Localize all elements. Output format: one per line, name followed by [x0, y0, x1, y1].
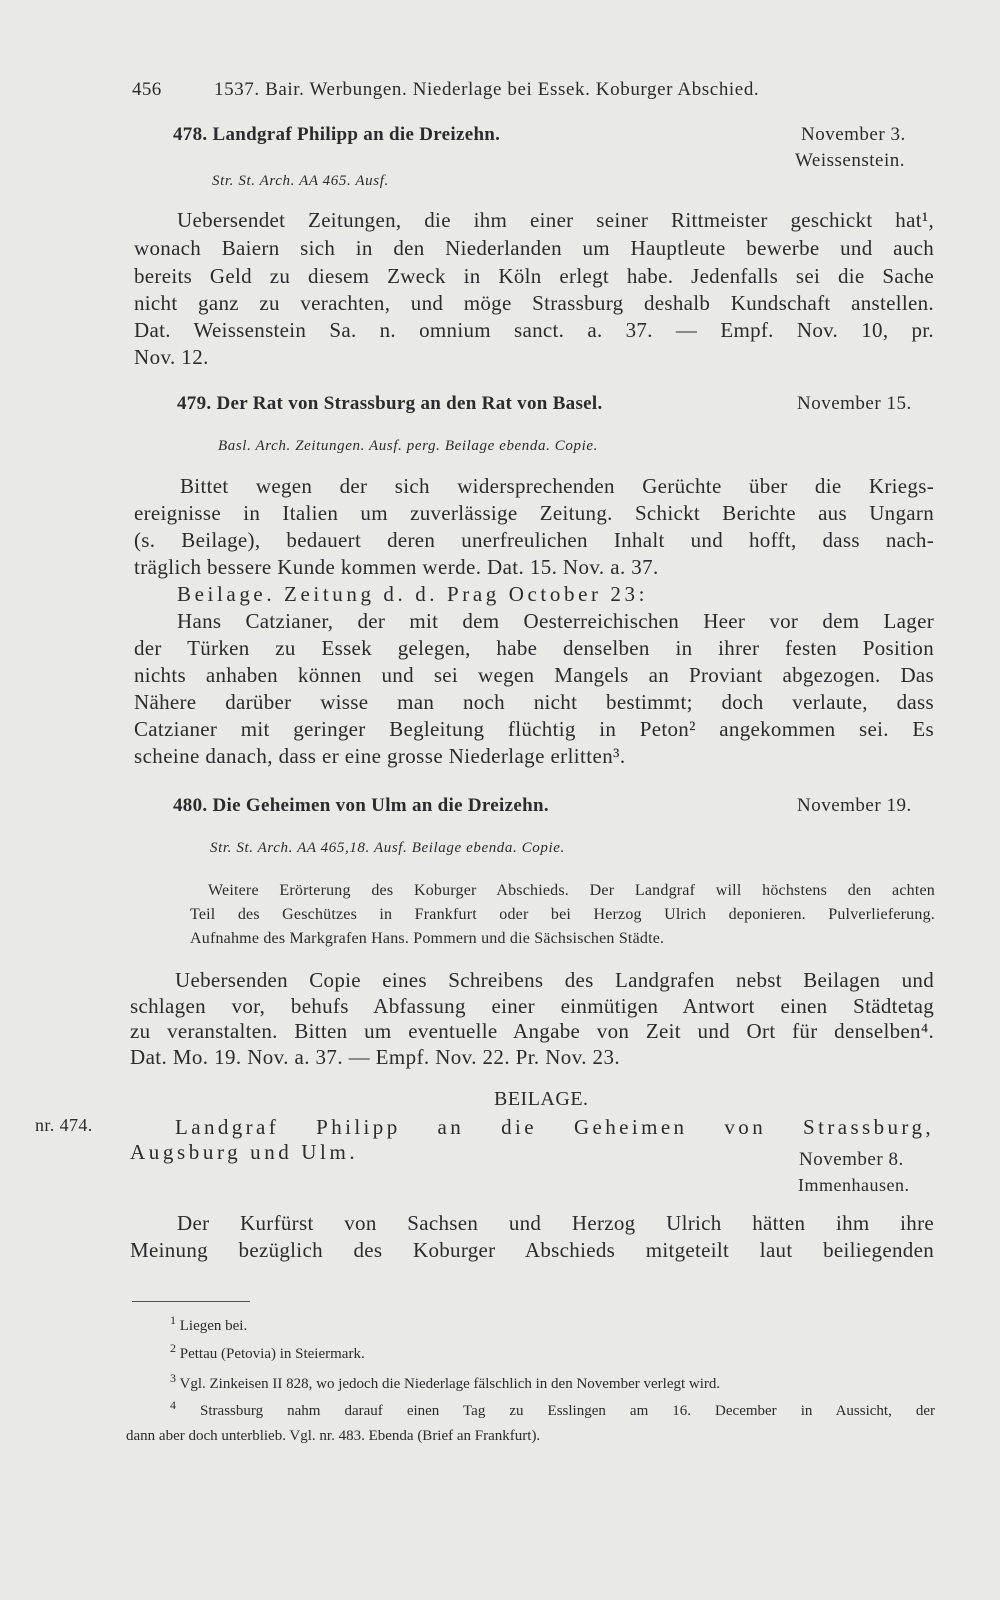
entry-479-source: Basl. Arch. Zeitungen. Ausf. perg. Beilage ebenda. Copie. [218, 438, 598, 454]
entry-480-line: Uebersenden Copie eines Schreibens des Landgrafen nebst Beilagen und [175, 968, 934, 992]
entry-478-line: Dat. Weissenstein Sa. n. omnium sanct. a. 37. — Empf. Nov. 10, pr. [134, 318, 934, 342]
footnote-text: Strassburg nahm darauf einen Tag zu Esslingen am 16. December in Aussicht, der [200, 1403, 936, 1419]
entry-480-line: zu veranstalten. Bitten um eventuelle Angabe von Zeit und Ort für denselben⁴. [130, 1019, 934, 1043]
entry-479-line: träglich bessere Kunde kommen werde. Dat. 15. Nov. a. 37. [134, 555, 659, 579]
entry-478-line: wonach Baiern sich in den Niederlanden um Hauptleute bewerbe und auch [134, 236, 934, 260]
entry-479-line: Bittet wegen der sich widersprechenden Gerüchte über die Kriegs- [180, 474, 934, 498]
entry-478-line: nicht ganz zu verachten, und möge Strassburg deshalb Kundschaft anstellen. [134, 291, 934, 315]
beilage-title-line: Landgraf Philipp an die Geheimen von Strassburg, [175, 1115, 934, 1139]
beilage-line: Meinung bezüglich des Koburger Abschieds mitgeteilt laut beiliegenden [130, 1238, 934, 1262]
entry-478-title: 478. Landgraf Philipp an die Dreizehn. [173, 124, 501, 145]
footnote-mark: 4 [170, 1398, 176, 1412]
entry-479-beilage-line: scheine danach, dass er eine grosse Niederlage erlitten³. [134, 744, 626, 768]
footnote-mark: 1 [170, 1313, 176, 1327]
entry-480-summary-line: Teil des Geschützes in Frankfurt oder bei Herzog Ulrich deponieren. Pulverlieferung. [190, 906, 935, 923]
footnote-continuation: dann aber doch unterblieb. Vgl. nr. 483. Ebenda (Brief an Frankfurt). [126, 1428, 541, 1444]
beilage-place: Immenhausen. [798, 1175, 910, 1195]
entry-480-title: 480. Die Geheimen von Ulm an die Dreizehn. [173, 795, 549, 816]
entry-479-beilage-heading: Beilage. Zeitung d. d. Prag October 23: [177, 582, 649, 606]
footnote-mark: 3 [170, 1371, 176, 1385]
entry-479-beilage-line: Hans Catzianer, der mit dem Oesterreichischen Heer vor dem Lager [177, 609, 934, 633]
footnote [170, 1398, 936, 1420]
entry-479-line: ereignisse in Italien um zuverlässige Zeitung. Schickt Berichte aus Ungarn [134, 501, 934, 525]
page-number: 456 [132, 79, 162, 100]
footnote [170, 1341, 365, 1363]
beilage-date: November 8. [799, 1149, 904, 1170]
entry-480-line: schlagen vor, behufs Abfassung einer einmütigen Antwort einen Städtetag [130, 994, 934, 1018]
entry-480-line: Dat. Mo. 19. Nov. a. 37. — Empf. Nov. 22. Pr. Nov. 23. [130, 1045, 620, 1069]
margin-reference: nr. 474. [35, 1115, 93, 1135]
entry-478-date: November 3. [801, 124, 906, 145]
beilage-heading: BEILAGE. [494, 1088, 589, 1110]
entry-480-summary-line: Aufnahme des Markgrafen Hans. Pommern und die Sächsischen Städte. [190, 930, 665, 947]
entry-479-title: 479. Der Rat von Strassburg an den Rat von Basel. [177, 393, 603, 414]
entry-479-beilage-line: nichts anhaben können und sei wegen Mangels an Proviant abgezogen. Das [134, 663, 934, 687]
entry-478-line: Uebersendet Zeitungen, die ihm einer seiner Rittmeister geschickt hat¹, [177, 208, 934, 232]
entry-478-source: Str. St. Arch. AA 465. Ausf. [212, 173, 389, 189]
entry-479-beilage-line: Catzianer mit geringer Begleitung flüchtig in Peton² angekommen sei. Es [134, 717, 934, 741]
footnote [170, 1313, 248, 1335]
entry-480-summary-line: Weitere Erörterung des Koburger Abschieds. Der Landgraf will höchstens den achten [208, 882, 935, 899]
entry-478-place: Weissenstein. [795, 150, 905, 171]
entry-480-source: Str. St. Arch. AA 465,18. Ausf. Beilage ebenda. Copie. [210, 840, 565, 856]
running-title: 1537. Bair. Werbungen. Niederlage bei Essek. Koburger Abschied. [214, 79, 760, 100]
entry-480-date: November 19. [797, 795, 912, 816]
beilage-title-line: Augsburg und Ulm. [130, 1140, 359, 1164]
footnote [170, 1371, 721, 1393]
beilage-line: Der Kurfürst von Sachsen und Herzog Ulrich hätten ihm ihre [177, 1211, 934, 1235]
entry-478-line: Nov. 12. [134, 345, 209, 369]
entry-479-beilage-line: der Türken zu Essek gelegen, habe denselben in ihrer festen Position [134, 636, 934, 660]
footnote-text: Vgl. Zinkeisen II 828, wo jedoch die Niederlage fälschlich in den November verlegt wird. [179, 1376, 721, 1392]
entry-479-date: November 15. [797, 393, 912, 414]
entry-479-line: (s. Beilage), bedauert deren unerfreulichen Inhalt und hofft, dass nach- [134, 528, 934, 552]
footnote-mark: 2 [170, 1341, 176, 1355]
footnote-text: Liegen bei. [179, 1318, 248, 1334]
footnote-text: Pettau (Petovia) in Steiermark. [179, 1346, 365, 1362]
footnote-rule [132, 1301, 250, 1302]
entry-479-beilage-line: Nähere darüber wisse man noch nicht bestimmt; doch verlaute, dass [134, 690, 934, 714]
entry-478-line: bereits Geld zu diesem Zweck in Köln erlegt habe. Jedenfalls sei die Sache [134, 264, 934, 288]
